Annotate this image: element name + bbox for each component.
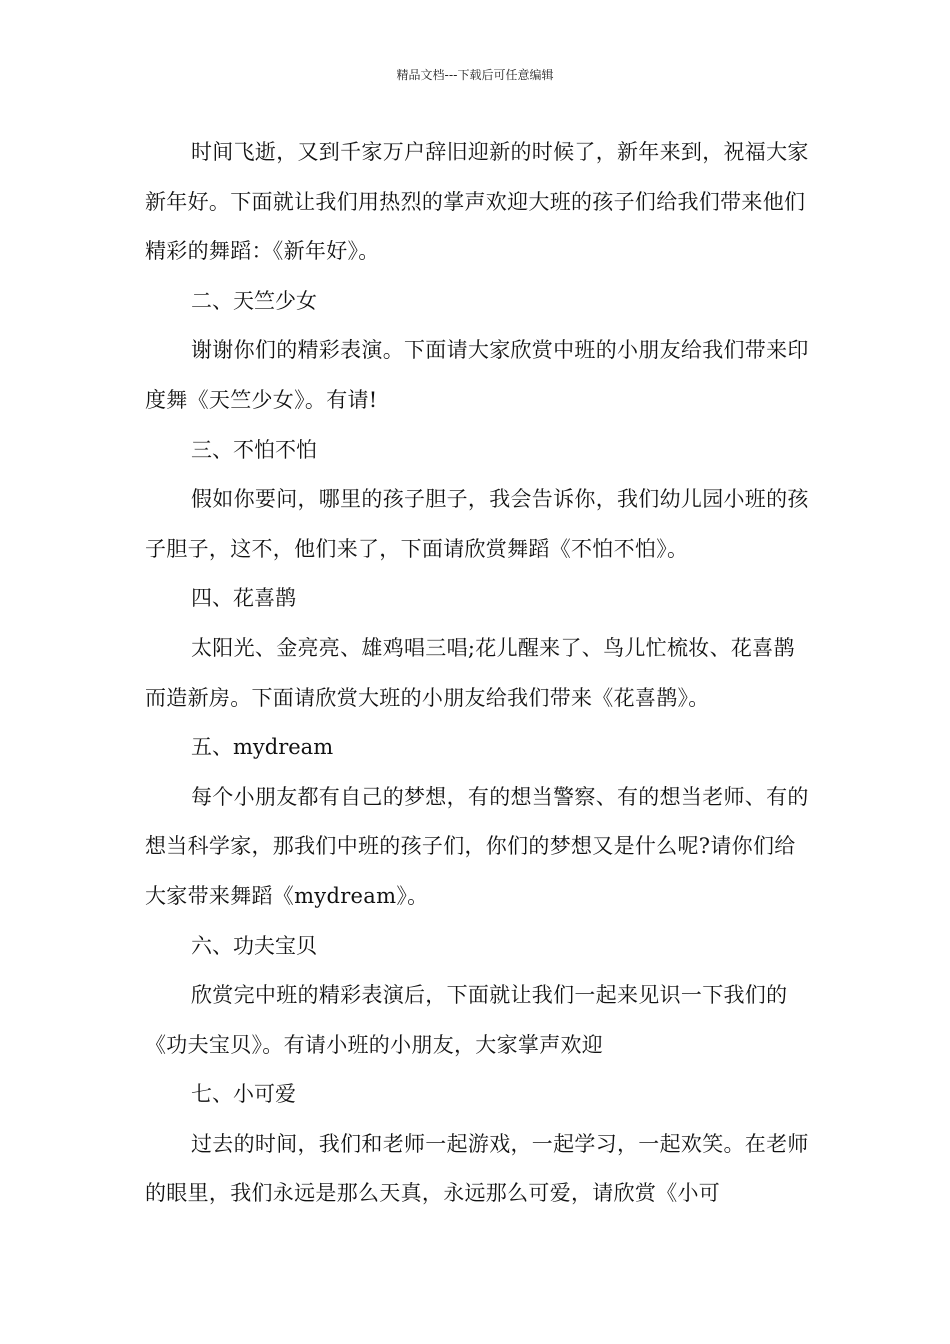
section-heading-7: 七、小可爱 xyxy=(191,1082,296,1107)
document-body xyxy=(145,128,810,1219)
paragraph-4: 太阳光、金亮亮、雄鸡唱三唱;花儿醒来了、鸟儿忙梳妆、花喜鹊而造新房。下面请欣赏大班的小朋友给我们带来《花喜鹊》。 xyxy=(145,635,795,710)
paragraph-5: 每个小朋友都有自己的梦想，有的想当警察、有的想当老师、有的想当科学家，那我们中班的孩子们，你们的梦想又是什么呢?请你们给大家带来舞蹈《mydream》。 xyxy=(145,784,809,908)
section-heading-4: 四、花喜鹊 xyxy=(191,586,296,611)
section-heading-2: 二、天竺少女 xyxy=(191,288,317,313)
paragraph-3: 假如你要问，哪里的孩子胆子，我会告诉你，我们幼儿园小班的孩子胆子，这不，他们来了，下面请欣赏舞蹈《不怕不怕》。 xyxy=(145,487,809,561)
paragraph-6: 欣赏完中班的精彩表演后，下面就让我们一起来见识一下我们的《功夫宝贝》。有请小班的小朋友，大家掌声欢迎 xyxy=(145,983,788,1057)
paragraph-2: 谢谢你们的精彩表演。下面请大家欣赏中班的小朋友给我们带来印度舞《天竺少女》。有请! xyxy=(145,338,809,412)
section-heading-5: 五、mydream xyxy=(191,735,334,760)
paragraph-7: 过去的时间，我们和老师一起游戏，一起学习，一起欢笑。在老师的眼里，我们永远是那么天真，永远那么可爱，请欣赏《小可 xyxy=(145,1131,809,1206)
section-heading-3: 三、不怕不怕 xyxy=(191,437,317,462)
section-heading-6: 六、功夫宝贝 xyxy=(191,933,317,958)
page-header: 精品文档---下载后可任意编辑 xyxy=(396,68,554,82)
paragraph-intro: 时间飞逝，又到千家万户辞旧迎新的时候了，新年来到，祝福大家新年好。下面就让我们用热烈的掌声欢迎大班的孩子们给我们带来他们精彩的舞蹈：《新年好》。 xyxy=(145,140,809,264)
